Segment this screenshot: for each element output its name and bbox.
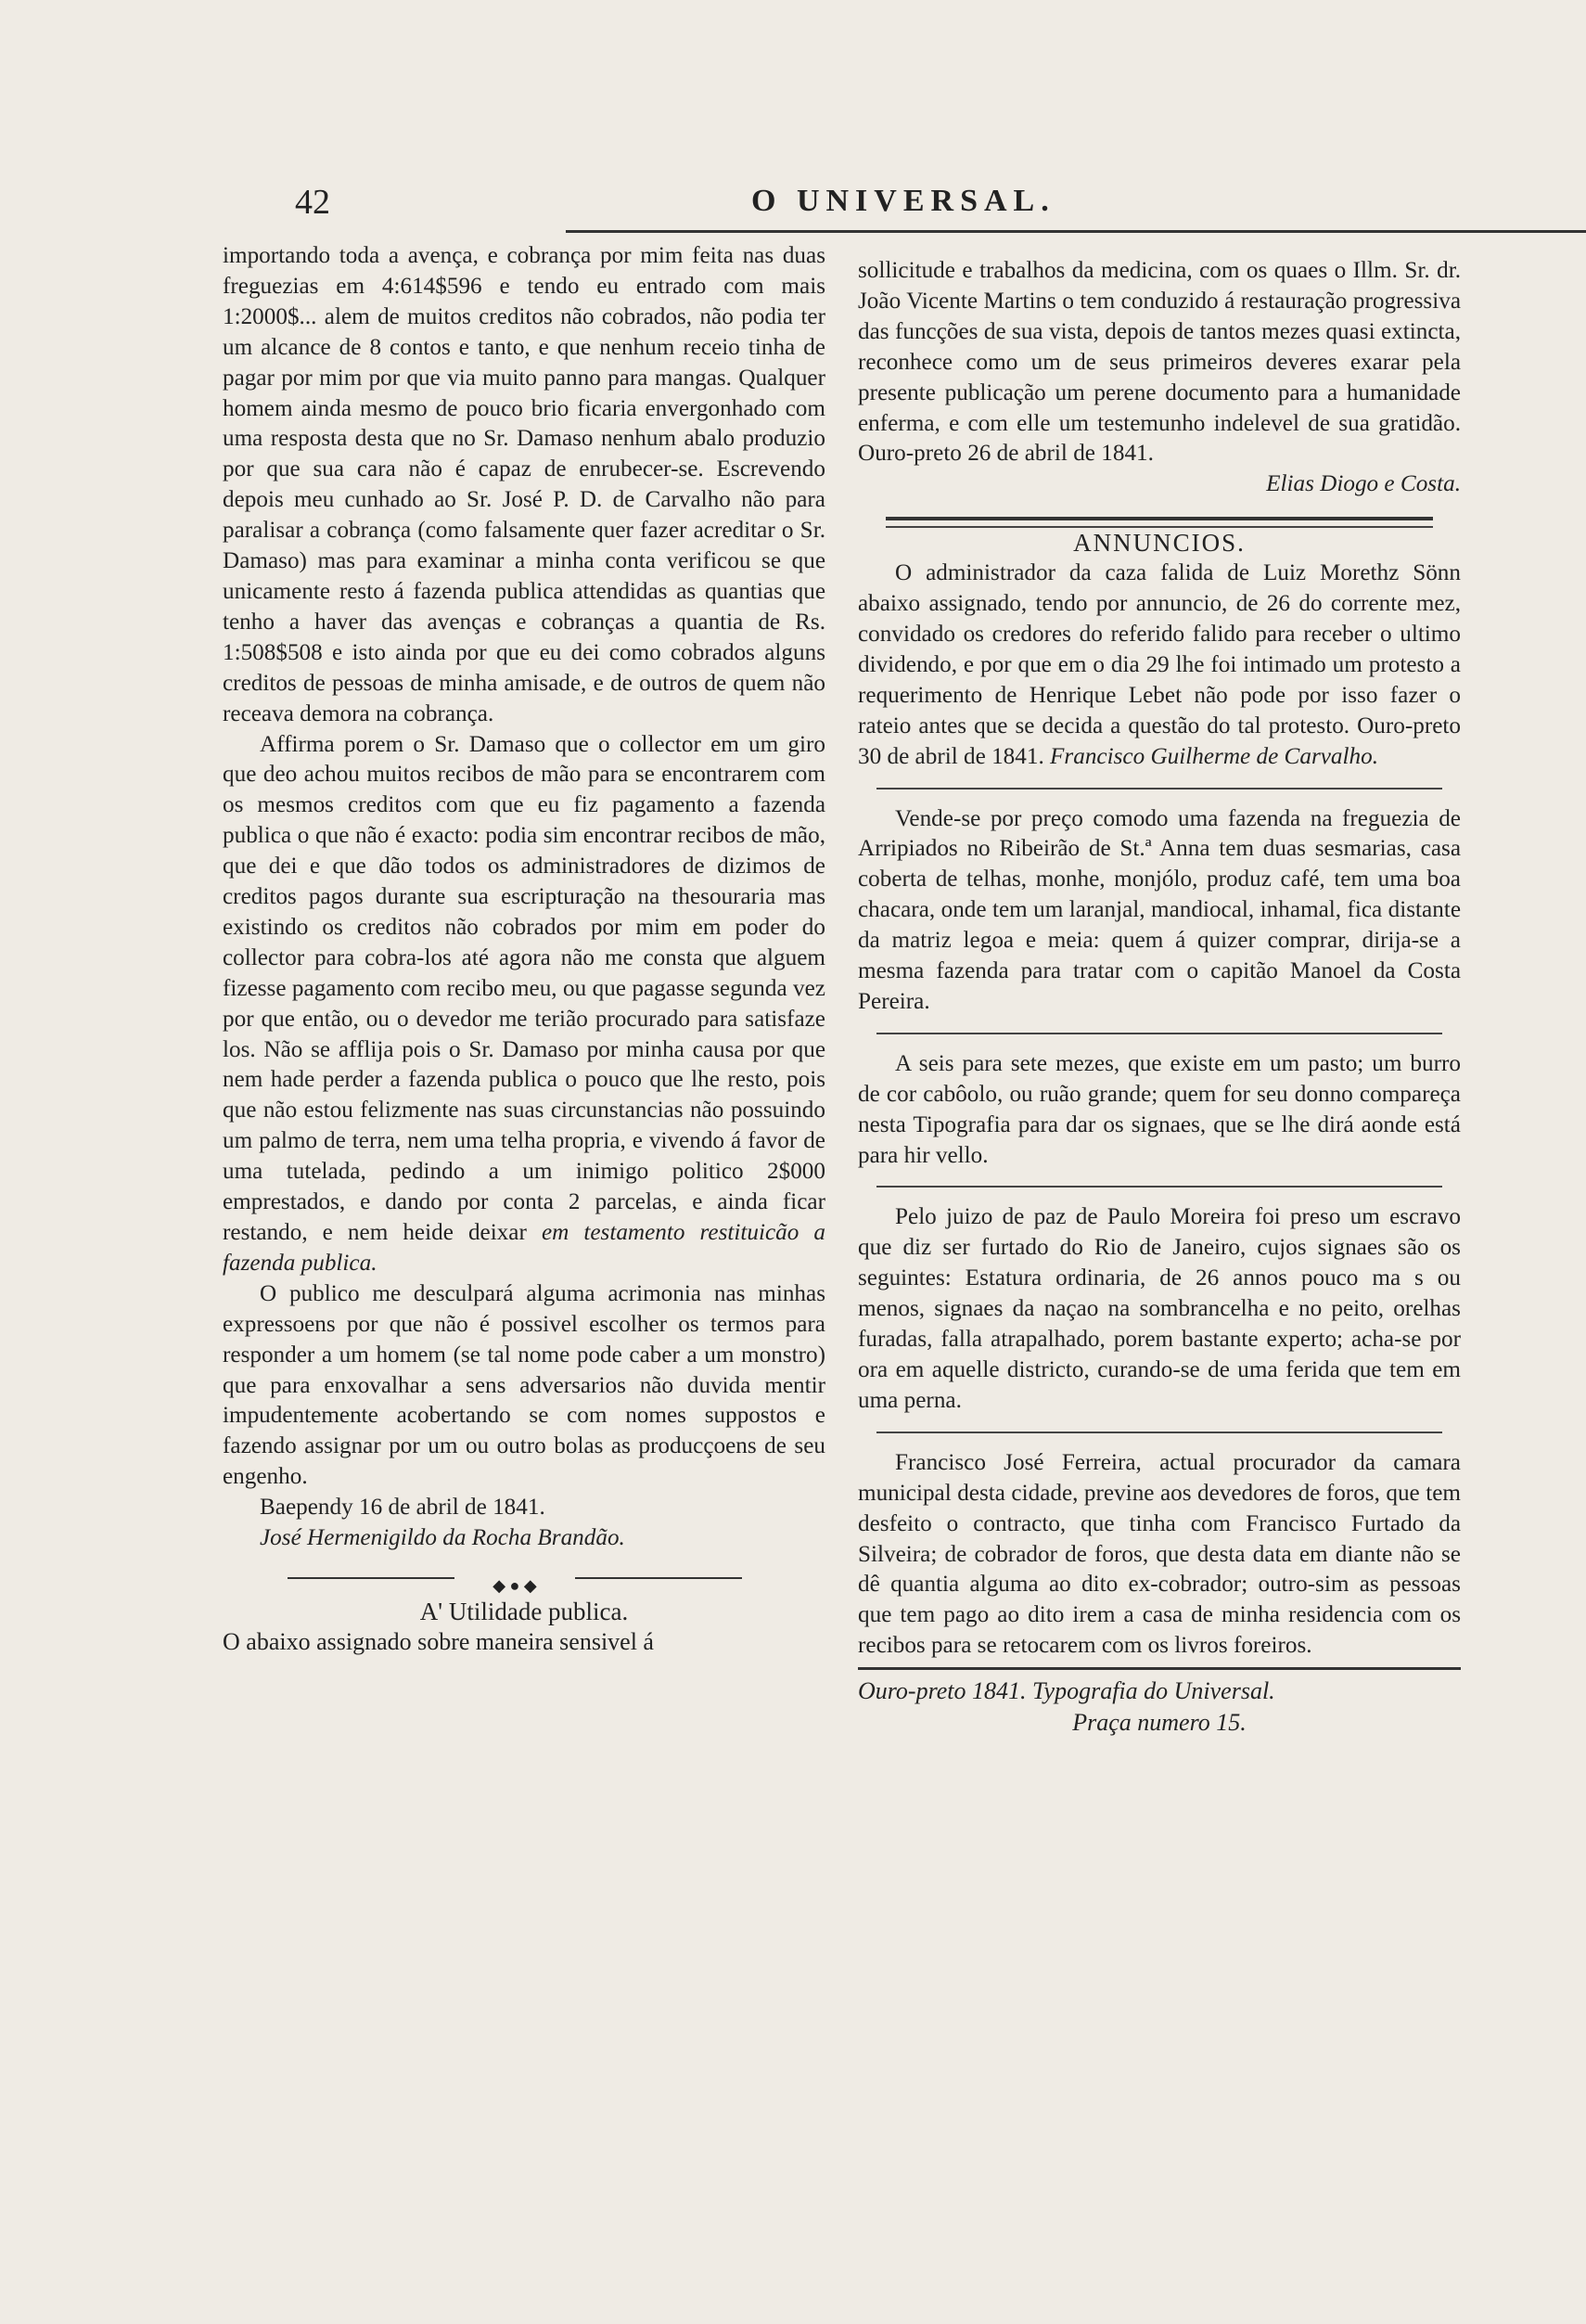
ornament-divider: ◆ ● ◆ — [223, 1567, 825, 1589]
paragraph: sollicitude e trabalhos da medicina, com os quaes o Illm. Sr. dr. João Vicente Martins o tem conduzido á restauração progressiva das funcções de sua vista, depois de tantos mezes quasi extincta, reconhece como um de seus primeiros deveres exarar pela presente publicação um perene documento para a humanidade enferma, e com elle um testemunho indelevel de sua gratidão. Ouro-preto 26 de abril de 1841. — [858, 258, 1461, 467]
italic-phrase: em testamento restituicão a fazenda publica. — [223, 1220, 825, 1276]
page-number: 42 — [295, 183, 330, 222]
ad-divider — [876, 788, 1442, 790]
place-date: Baependy 16 de abril de 1841. — [260, 1495, 545, 1521]
signature: José Hermenigildo da Rocha Brandão. — [260, 1525, 625, 1551]
imprint-line: Praça numero 15. — [1072, 1709, 1247, 1737]
paragraph-text: Affirma porem o Sr. Damaso que o collector em um giro que deo achou muitos recibos de mão para se encontrarem com os mesmos creditos com que eu fiz pagamento a fazenda publica o que não é exacto: podia sim encontrar recibos de mão, que dei e que dão todos os administradores de dizimos de creditos pagos durante sua escripturação na thesouraria mas existindo os creditos não cobrados por mim em poder do collector para cobra-los até agora não me consta que alguem fizesse pagamento com recibo meu, ou que pagasse segunda vez por que então, ou o devedor me terião procurado para satisfaze los. Não se afflija pois o Sr. Damaso por minha causa por que nem hade perder a fazenda publica o pouco que lhe resto, pois que não estou felizmente nas suas circunstancias não possuindo um palmo de terra, nem uma telha propria, e vivendo á favor de uma tutelada, pedindo a um inimigo politico 2$000 emprestados, e dando por conta 2 parcelas, e ainda ficar restando, e nem heide deixar — [223, 731, 825, 1245]
ad-divider — [876, 1432, 1442, 1433]
ad — [858, 559, 1461, 772]
ad: A seis para sete mezes, que existe em um pasto; um burro de cor cabôolo, ou ruão grande; quem for seu donno compareça nesta Tipografia para dar os signaes, que se lhe dirá aonde está para hir vello. — [858, 1050, 1461, 1168]
paragraph — [223, 730, 825, 1279]
article-start: O abaixo assignado sobre maneira sensivel á — [223, 1627, 654, 1655]
right-column — [858, 256, 1461, 1739]
paragraph: importando toda a avença, e cobrança por mim feita nas duas freguezias em 4:614$596 e tendo eu entrado com mais 1:2000$... alem de muitos creditos não cobrados, não podia ter um alcance de 8 contos e tanto, e que nenhum receio tinha de pagar por mim por que via muito panno para mangas. Qualquer homem ainda mesmo de pouco brio ficaria envergonhado com uma resposta desta que no Sr. Damaso nenhum abalo produzio por que sua cara não é capaz de enrubecer-se. Escrevendo depois meu cunhado ao Sr. José P. D. de Carvalho não para paralisar a cobrança (como falsamente quer fazer acreditar o Sr. Damaso) mas para examinar a minha conta verificou se que unicamente resto á fazenda publica attendidas as quantias que tenho a haver das avenças e cobranças a quantia de Rs. 1:508$508 e isto ainda por que eu dei como cobrados alguns creditos de pessoas de minha amisade, e de outros de quem não receava demora na cobrança. — [223, 243, 825, 726]
ad-divider — [876, 1186, 1442, 1188]
ad-divider — [876, 1033, 1442, 1034]
ad-signature: Francisco Guilherme de Carvalho. — [1050, 743, 1379, 769]
ad-text: O administrador da caza falida de Luiz Morethz Sönn abaixo assignado, tendo por annuncio, de 26 do corrente mez, convidado os credores do referido falido para receber o ultimo dividendo, e por que em o dia 29 lhe foi intimado um protesto a requerimento de Henrique Lebet não pode por isso fazer o rateio antes que se decida a questão do tal protesto. Ouro-preto 30 de abril de 1841. — [858, 560, 1461, 769]
header-rule — [566, 230, 1586, 233]
ad: Francisco José Ferreira, actual procurador da camara municipal desta cidade, previne aos devedores de foros, que tem desfeito o contracto, que tinha com Francisco Furtado da Silveira; de cobrador de foros, que desta data em diante não se dê quantia alguma ao dito ex-cobrador; outro-sim as pessoas que tem pago ao dito irem a casa de minha residencia com os recibos para se retocarem com os livros foreiros. — [858, 1449, 1461, 1659]
imprint — [858, 1676, 1461, 1739]
imprint-line: Ouro-preto 1841. Typografia do Universal. — [858, 1677, 1275, 1705]
newspaper-title: O UNIVERSAL. — [751, 184, 1055, 218]
left-column — [223, 241, 825, 1658]
page-header — [195, 182, 1465, 238]
imprint-rule — [858, 1667, 1461, 1670]
section-title: ANNUNCIOS. — [1073, 529, 1246, 558]
ad: Pelo juizo de paz de Paulo Moreira foi preso um escravo que diz ser furtado do Rio de Janeiro, cujos signaes são os seguintes: Estatura ordinaria, de 26 annos pouco ma s ou menos, signaes da naçao na sombrancelha e no peito, orelhas furadas, falla atrapalhado, porem bastante experto; acha-se por ora em aquelle districto, curando-se de uma ferida que tem em uma perna. — [858, 1204, 1461, 1413]
signature: Elias Diogo e Costa. — [1266, 471, 1461, 497]
paragraph: O publico me desculpará alguma acrimonia nas minhas expressoens por que não é possivel escolher os termos para responder a um homem (se tal nome pode caber a um monstro) que para enxovalhar a sens adversarios não duvida mentir impudentemente acobertando se com nomes suppostos e fazendo assignar por um ou outro bolas as producçoens de seu engenho. — [223, 1280, 825, 1490]
article-title: A' Utilidade publica. — [419, 1597, 629, 1625]
ad: Vende-se por preço comodo uma fazenda na freguezia de Arripiados no Ribeirão de St.ª Anna tem duas sesmarias, casa coberta de telhas, monhe, monjólo, produz café, tem uma boa chacara, onde tem um laranjal, mandiocal, inhamal, fica distante da matriz legoa e meia: quem á quizer comprar, dirija-se a mesma fazenda para tratar com o capitão Manoel da Costa Pereira. — [858, 805, 1461, 1014]
section-rule — [886, 517, 1433, 520]
